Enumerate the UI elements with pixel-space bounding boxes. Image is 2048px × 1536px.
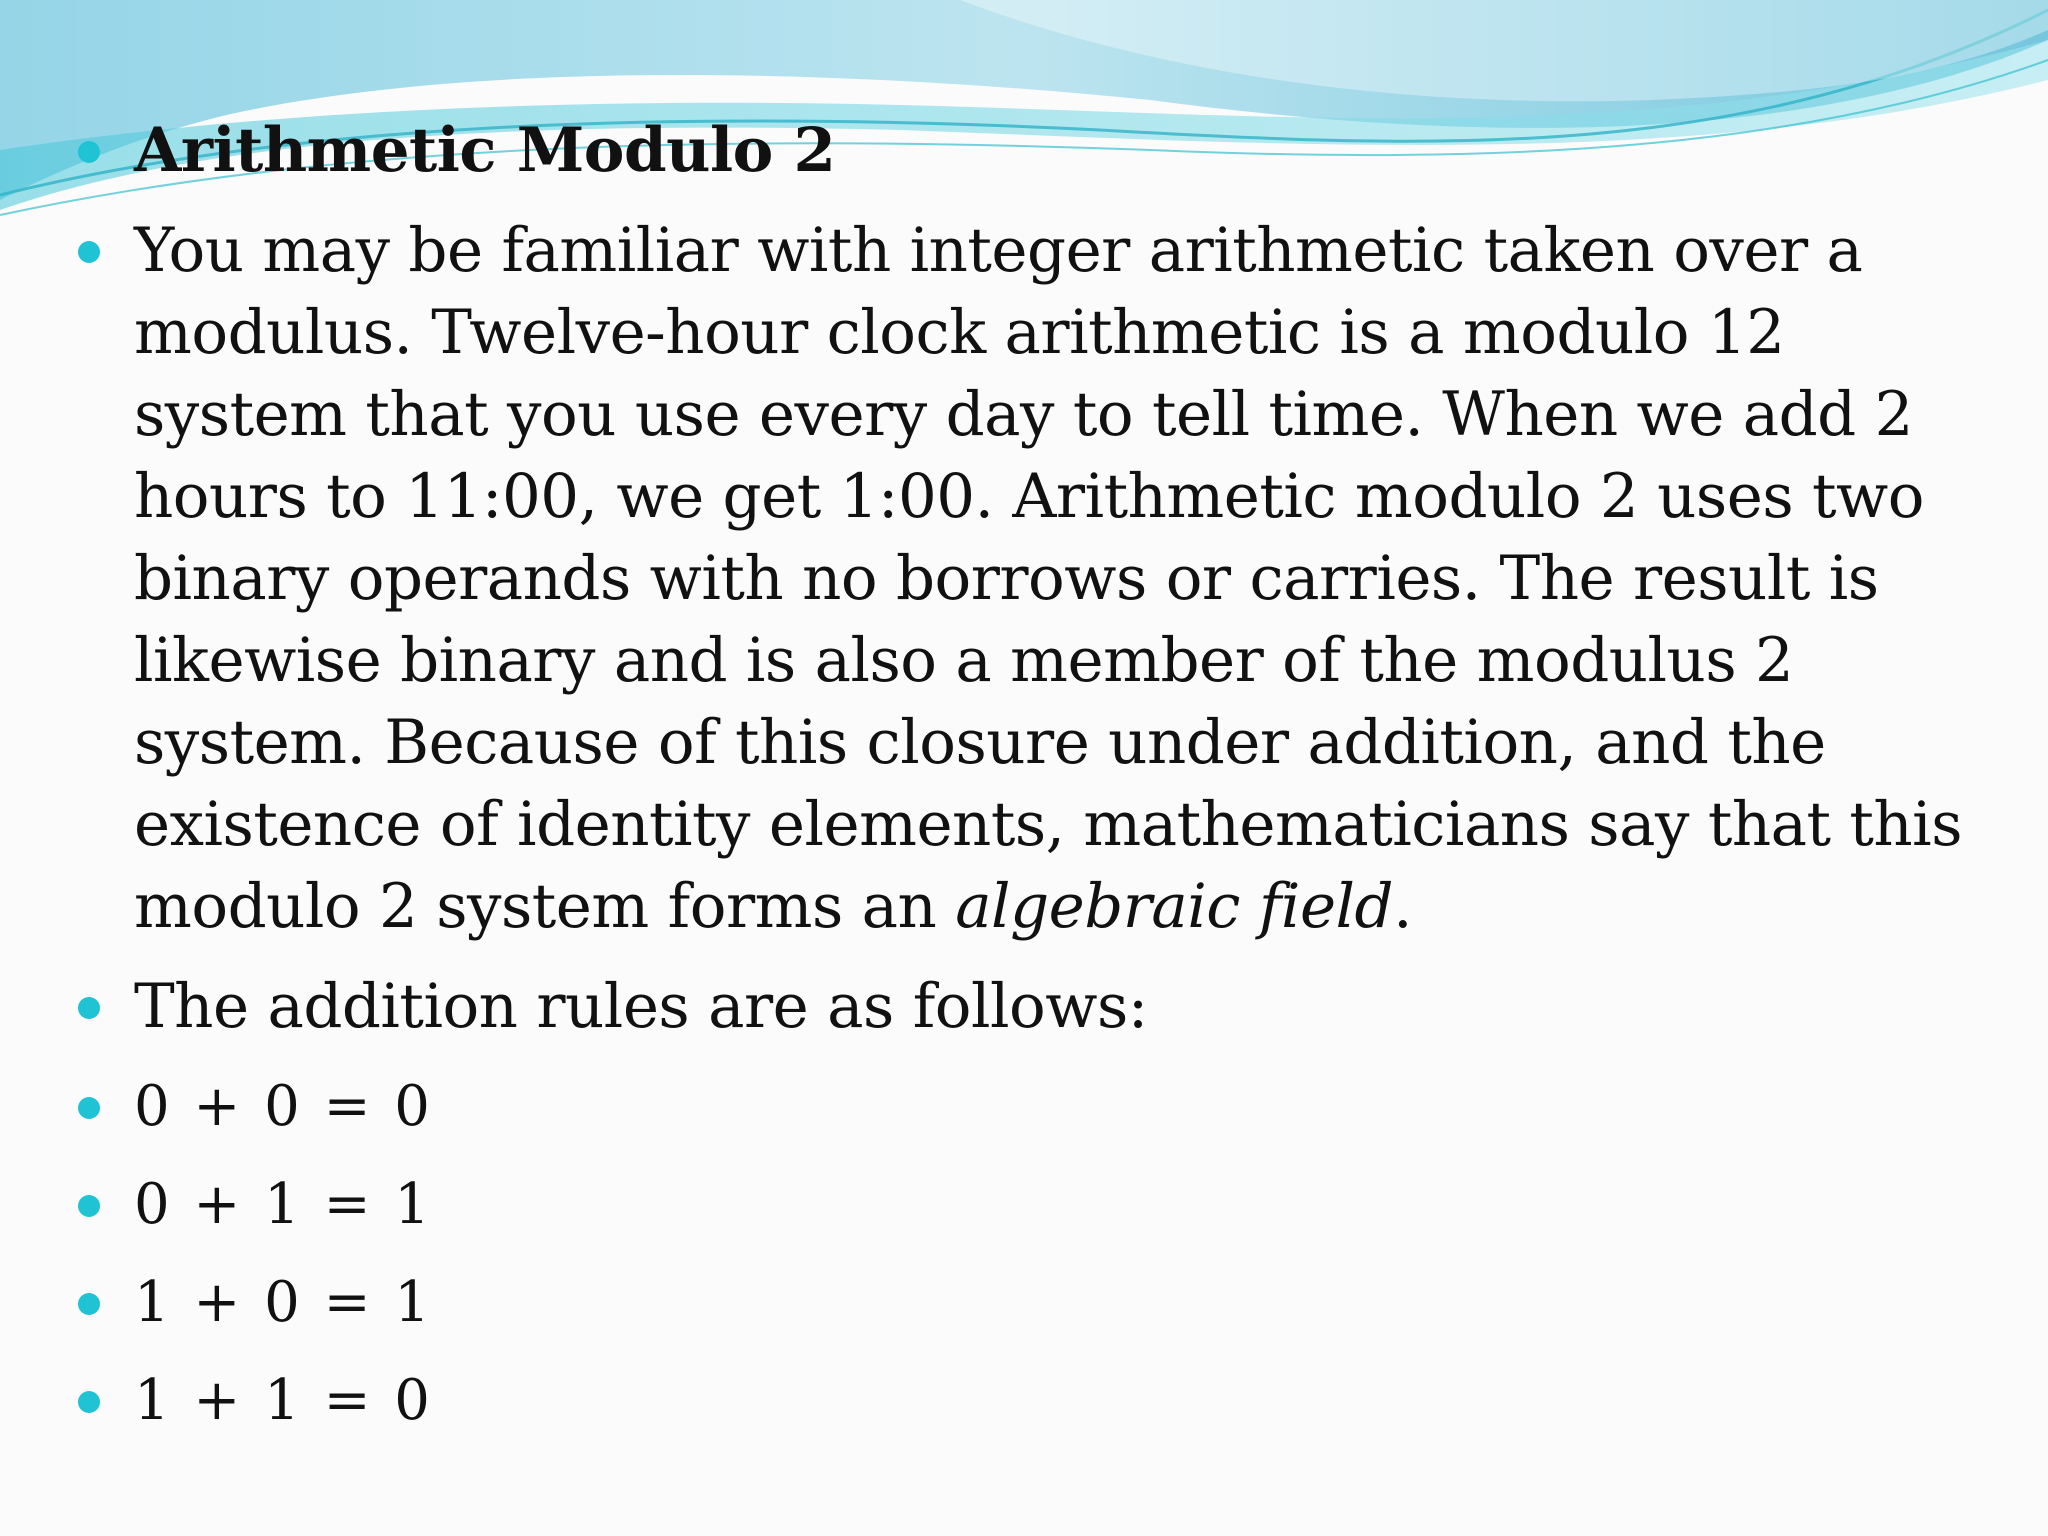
rule-text: 1 + 1 = 0 (134, 1368, 433, 1433)
bullet-icon (78, 1195, 100, 1217)
bullet-item-rule (72, 1066, 2002, 1148)
rule-text: 0 + 1 = 1 (134, 1172, 433, 1237)
bullet-icon (78, 1293, 100, 1315)
rules-intro: The addition rules are as follows: (134, 971, 1148, 1042)
bullet-item-paragraph (72, 210, 2002, 948)
bullet-icon (78, 241, 100, 263)
bullet-item-rule (72, 1164, 2002, 1246)
paragraph-text (134, 215, 1962, 942)
slide-content (72, 110, 2002, 1458)
bullet-icon (78, 1391, 100, 1413)
paragraph-italic-term: algebraic field (955, 871, 1394, 942)
rule-text: 0 + 0 = 0 (134, 1074, 433, 1139)
bullet-icon (78, 997, 100, 1019)
bullet-item-heading (72, 110, 2002, 192)
paragraph-end: . (1393, 871, 1412, 942)
bullet-icon (78, 1097, 100, 1119)
rule-text: 1 + 0 = 1 (134, 1270, 433, 1335)
bullet-item-rule (72, 1360, 2002, 1442)
bullet-item-rules-intro (72, 966, 2002, 1048)
paragraph-main: You may be familiar with integer arithmetic taken over a modulus. Twelve-hour clock arithmetic is a modulo 12 system that you use every day to tell time. When we add 2 hours to 11:00, we get 1:00. Arithmetic modulo 2 uses two binary operands with no borrows or carries. The result is likewise binary and is also a member of the modulus 2 system. Because of this closure under addition, and the existence of identity elements, mathematicians say that this modulo 2 system forms an (134, 215, 1962, 942)
bullet-icon (78, 141, 100, 163)
slide-heading: Arithmetic Modulo 2 (134, 115, 836, 186)
bullet-item-rule (72, 1262, 2002, 1344)
